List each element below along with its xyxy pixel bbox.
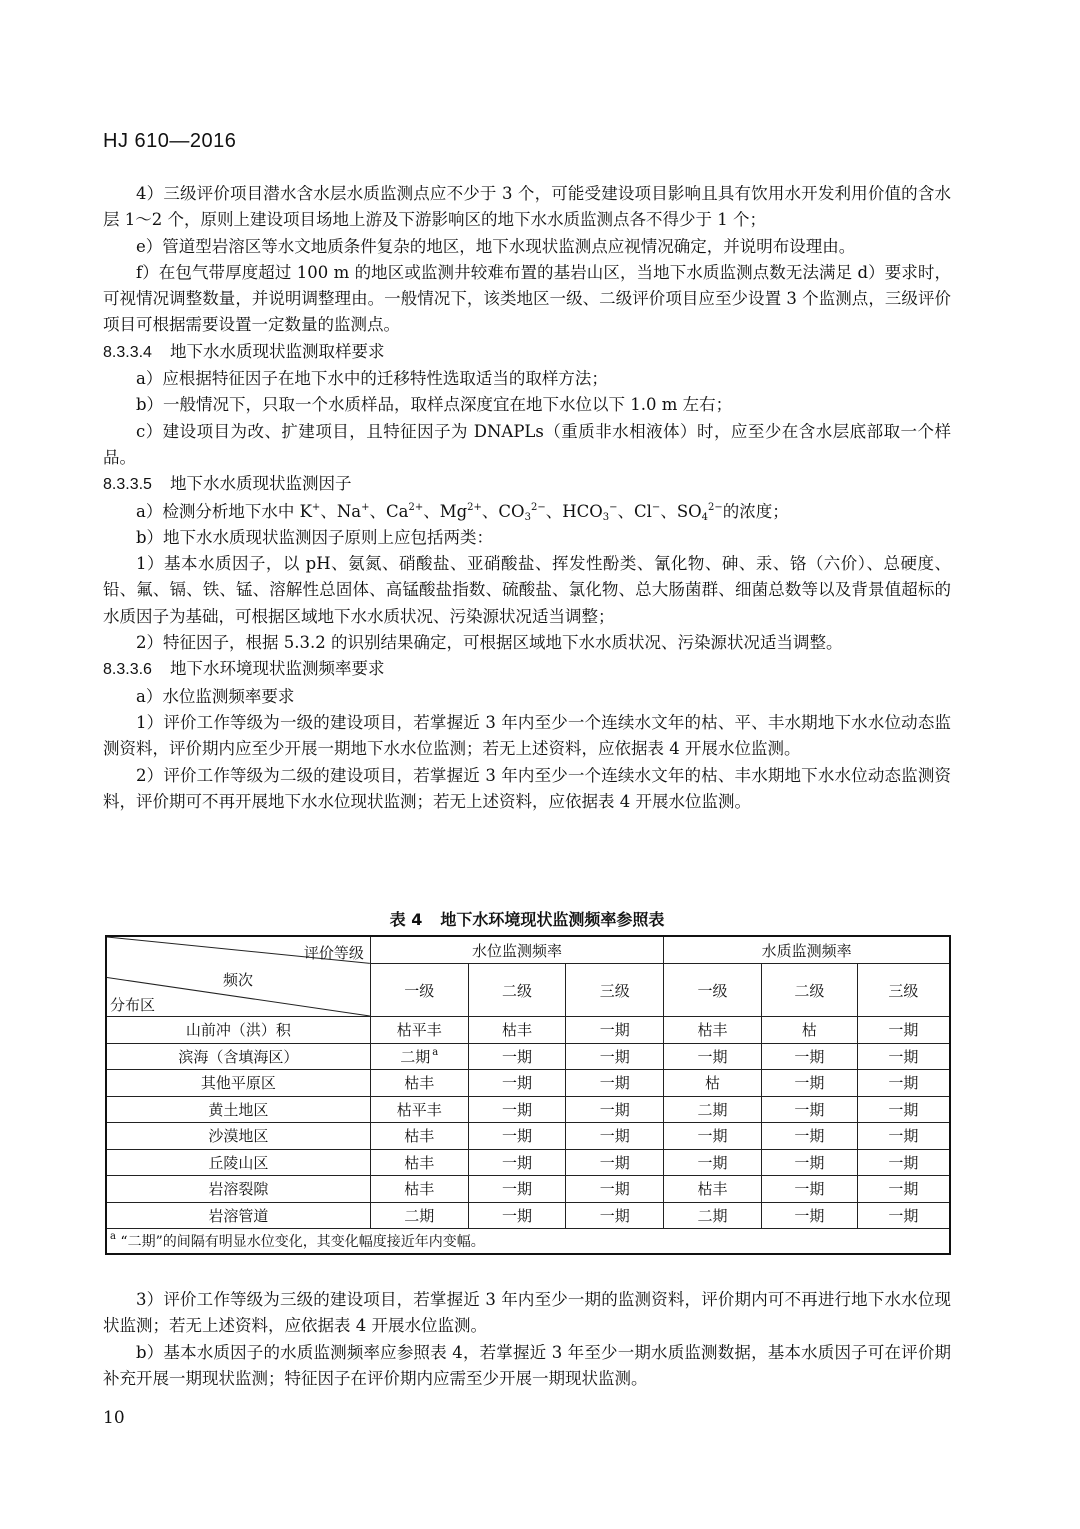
frequency-cell	[370, 1202, 468, 1229]
section-title: 地下水环境现状监测频率要求	[169, 659, 385, 679]
cell-value: 一期	[502, 1180, 533, 1199]
cell-value: 枯丰	[404, 1153, 435, 1172]
subheader-cell: 二级	[468, 964, 566, 1017]
frequency-cell	[370, 1123, 468, 1150]
table-row	[106, 1096, 950, 1123]
frequency-cell	[370, 1070, 468, 1097]
cell-value: 一期	[697, 1047, 728, 1066]
frequency-cell	[566, 1096, 664, 1123]
area-cell: 其他平原区	[106, 1070, 370, 1097]
section-number: 8.3.3.6	[103, 661, 152, 679]
frequency-cell	[566, 1149, 664, 1176]
paragraph: 1）评价工作等级为一级的建设项目，若掌握近 3 年内至少一个连续水文年的枯、平、丰水期地下水水位动态监测资料，评价期内应至少开展一期地下水水位监测；若无上述资料，应依据表 4 开展水位监测。	[103, 712, 951, 759]
section-heading-8334	[103, 339, 951, 366]
superscript: 2−	[530, 501, 546, 513]
frequency-cell	[761, 1123, 857, 1150]
paragraph: b）基本水质因子的水质监测频率应参照表 4，若掌握近 3 年至少一期水质监测数据，基本水质因子可在评价期补充开展一期现状监测；特征因子在评价期内应需至少开展一期现状监测。	[103, 1342, 951, 1388]
cell-value: 枯丰	[404, 1180, 435, 1199]
superscript: 2−	[708, 501, 723, 513]
text-run: 的浓度；	[722, 501, 789, 521]
cell-value: 一期	[888, 1180, 919, 1199]
area-cell: 滨海（含填海区）	[106, 1043, 370, 1070]
cell-value: 一期	[502, 1047, 533, 1066]
text-run: 、Na	[320, 501, 362, 521]
frequency-cell	[566, 1017, 664, 1044]
text-run: 、Mg	[423, 501, 468, 521]
cell-value: 一期	[794, 1180, 825, 1199]
subheader-cell: 一级	[370, 964, 468, 1017]
cell-value: 二期	[404, 1206, 435, 1225]
cell-value: 一期	[599, 1206, 630, 1225]
frequency-cell	[857, 1017, 950, 1044]
cell-value: 枯平丰	[396, 1021, 442, 1040]
paragraph: a）应根据特征因子在地下水中的迁移特性选取适当的取样方法；	[136, 369, 608, 389]
page-number: 10	[103, 1408, 125, 1428]
text-run: 、CO	[481, 501, 525, 521]
cell-value: 一期	[888, 1127, 919, 1146]
cell-value: 一期	[888, 1153, 919, 1172]
table-header-row	[106, 936, 950, 964]
frequency-cell	[566, 1123, 664, 1150]
cell-value: 一期	[888, 1206, 919, 1225]
cell-value: 枯	[801, 1021, 817, 1040]
cell-value: 一期	[502, 1153, 533, 1172]
paragraph: b）地下水水质现状监测因子原则上应包括两类：	[136, 527, 494, 547]
superscript: −	[651, 501, 661, 513]
cell-value: 一期	[888, 1074, 919, 1093]
paragraph: e）管道型岩溶区等水文地质条件复杂的地区，地下水现状监测点应视情况确定，并说明布设理由。	[136, 236, 856, 256]
table-row	[106, 1176, 950, 1203]
frequency-cell	[761, 1176, 857, 1203]
paragraph: 1）基本水质因子，以 pH、氨氮、硝酸盐、亚硝酸盐、挥发性酚类、氰化物、砷、汞、铬（六价）、总硬度、铅、氟、镉、铁、锰、溶解性总固体、高锰酸盐指数、硫酸盐、氯化物、总大肠菌群、细菌总数等以及背景值超标的水质因子为基础，可根据区域地下水水质状况、污染源状况适当调整；	[103, 554, 951, 626]
corner-label-area: 分布区	[110, 996, 156, 1014]
frequency-cell	[370, 1043, 468, 1070]
area-cell: 岩溶裂隙	[106, 1176, 370, 1203]
area-cell: 岩溶管道	[106, 1202, 370, 1229]
frequency-cell	[566, 1176, 664, 1203]
corner-label-grade: 评价等级	[303, 944, 364, 962]
frequency-cell	[857, 1149, 950, 1176]
cell-value: 一期	[599, 1153, 630, 1172]
frequency-cell	[566, 1070, 664, 1097]
paragraph: 2）特征因子，根据 5.3.2 的识别结果确定，可根据区域地下水水质状况、污染源状况适当调整。	[136, 633, 843, 653]
cell-value: 枯丰	[404, 1074, 435, 1093]
cell-value: 枯平丰	[396, 1100, 442, 1119]
frequency-cell	[370, 1096, 468, 1123]
cell-value: 枯丰	[404, 1127, 435, 1146]
cell-value: 一期	[502, 1100, 533, 1119]
table-body	[106, 1017, 950, 1229]
ions-paragraph	[103, 499, 951, 525]
subheader-cell: 一级	[664, 964, 762, 1017]
cell-value: 一期	[888, 1021, 919, 1040]
table-number: 表 4	[389, 910, 423, 929]
standard-header: HJ 610—2016	[103, 130, 237, 152]
subscript: 3	[524, 511, 531, 523]
cell-value: 枯丰	[502, 1021, 533, 1040]
table-row	[106, 1149, 950, 1176]
frequency-cell	[761, 1043, 857, 1070]
frequency-cell	[566, 1202, 664, 1229]
cell-value: 一期	[599, 1021, 630, 1040]
cell-value: 二期	[697, 1206, 728, 1225]
cell-value: 二期	[697, 1100, 728, 1119]
cell-value: 枯	[705, 1074, 721, 1093]
body-text-lower	[103, 1287, 951, 1392]
superscript: 2+	[467, 501, 482, 513]
paragraph: b）一般情况下，只取一个水质样品，取样点深度宜在地下水位以下 1.0 m 左右；	[136, 395, 733, 415]
table-footnote	[106, 1229, 950, 1255]
group-header-water-quality: 水质监测频率	[664, 936, 950, 964]
frequency-cell	[664, 1070, 762, 1097]
table-row	[106, 1202, 950, 1229]
frequency-cell	[370, 1149, 468, 1176]
cell-value: 一期	[794, 1100, 825, 1119]
cell-value: 一期	[599, 1100, 630, 1119]
frequency-cell	[468, 1096, 566, 1123]
paragraph: 2）评价工作等级为二级的建设项目，若掌握近 3 年内至少一个连续水文年的枯、丰水期地下水水位动态监测资料，评价期可不再开展地下水水位现状监测；若无上述资料，应依据表 4 开展水位监测。	[103, 765, 951, 811]
cell-value: 枯丰	[697, 1021, 728, 1040]
area-cell: 丘陵山区	[106, 1149, 370, 1176]
frequency-cell	[664, 1123, 762, 1150]
footnote-ref: a	[432, 1046, 439, 1058]
cell-value: 一期	[599, 1074, 630, 1093]
area-cell: 沙漠地区	[106, 1123, 370, 1150]
frequency-cell	[468, 1202, 566, 1229]
footnote-mark: a	[110, 1231, 116, 1242]
text-run: a）检测分析地下水中 K	[136, 501, 312, 521]
corner-header-cell	[106, 936, 370, 1017]
group-header-water-level: 水位监测频率	[370, 936, 663, 964]
cell-value: 一期	[599, 1127, 630, 1146]
cell-value: 枯丰	[697, 1180, 728, 1199]
cell-value: 一期	[599, 1047, 630, 1066]
cell-value: 一期	[697, 1127, 728, 1146]
superscript: 2+	[408, 501, 424, 513]
corner-label-frequency: 频次	[223, 971, 254, 989]
text-run: 、HCO	[545, 501, 603, 521]
text-run: 、SO	[660, 501, 702, 521]
cell-value: 一期	[794, 1127, 825, 1146]
section-title: 地下水水质现状监测因子	[169, 474, 352, 494]
cell-value: 一期	[697, 1153, 728, 1172]
cell-value: 一期	[794, 1206, 825, 1225]
frequency-cell	[761, 1202, 857, 1229]
section-heading-8336	[103, 656, 951, 683]
frequency-cell	[566, 1043, 664, 1070]
frequency-cell	[857, 1123, 950, 1150]
cell-value: 一期	[502, 1074, 533, 1093]
subheader-cell: 三级	[566, 964, 664, 1017]
frequency-cell	[468, 1123, 566, 1150]
frequency-cell	[370, 1017, 468, 1044]
cell-value: 一期	[502, 1127, 533, 1146]
table-row	[106, 1017, 950, 1044]
footnote-text: “二期”的间隔有明显水位变化，其变化幅度接近年内变幅。	[120, 1234, 485, 1250]
cell-value: 一期	[888, 1100, 919, 1119]
text-run: 、Cl	[617, 501, 652, 521]
frequency-cell	[761, 1149, 857, 1176]
frequency-cell	[761, 1096, 857, 1123]
cell-value: 二期	[400, 1047, 431, 1066]
frequency-cell	[857, 1043, 950, 1070]
subheader-cell: 三级	[857, 964, 950, 1017]
table-row	[106, 1043, 950, 1070]
frequency-cell	[857, 1202, 950, 1229]
frequency-cell	[857, 1176, 950, 1203]
paragraph: 4）三级评价项目潜水含水层水质监测点应不少于 3 个，可能受建设项目影响且具有饮用水开发利用价值的含水层 1～2 个，原则上建设项目场地上游及下游影响区的地下水水质监测点各不得少于 1 个；	[103, 184, 951, 230]
body-text-upper	[103, 181, 951, 815]
frequency-cell	[370, 1176, 468, 1203]
section-title: 地下水水质现状监测取样要求	[169, 341, 385, 361]
frequency-cell	[468, 1043, 566, 1070]
paragraph: c）建设项目为改、扩建项目，且特征因子为 DNAPLs（重质非水相液体）时，应至少在含水层底部取一个样品。	[103, 421, 951, 467]
table-title	[103, 907, 951, 930]
frequency-cell	[468, 1070, 566, 1097]
frequency-cell	[468, 1017, 566, 1044]
paragraph: 3）评价工作等级为三级的建设项目，若掌握近 3 年内至少一期的监测资料，评价期内可不再进行地下水水位现状监测；若无上述资料，应依据表 4 开展水位监测。	[103, 1290, 951, 1336]
frequency-cell	[664, 1017, 762, 1044]
table-row	[106, 1070, 950, 1097]
frequency-cell	[664, 1149, 762, 1176]
area-cell: 黄土地区	[106, 1096, 370, 1123]
frequency-cell	[857, 1096, 950, 1123]
paragraph: f）在包气带厚度超过 100 m 的地区或监测井较难布置的基岩山区，当地下水质监测点数无法满足 d）要求时，可视情况调整数量，并说明调整理由。一般情况下，该类地区一级、二级评价项目应至少设置 3 个监测点，三级评价项目可根据需要设置一定数量的监测点。	[103, 262, 951, 335]
subscript: 4	[701, 511, 709, 523]
frequency-cell	[468, 1176, 566, 1203]
table-row	[106, 1123, 950, 1150]
table-footnote-row	[106, 1229, 950, 1255]
cell-value: 一期	[794, 1047, 825, 1066]
frequency-cell	[761, 1017, 857, 1044]
frequency-cell	[664, 1096, 762, 1123]
superscript: +	[311, 501, 321, 513]
area-cell: 山前冲（洪）积	[106, 1017, 370, 1044]
paragraph: a）水位监测频率要求	[136, 686, 295, 706]
frequency-cell	[664, 1202, 762, 1229]
frequency-cell	[468, 1149, 566, 1176]
superscript: +	[361, 501, 370, 513]
monitoring-frequency-table	[105, 935, 951, 1255]
cell-value: 一期	[888, 1047, 919, 1066]
superscript: −	[609, 501, 618, 513]
cell-value: 一期	[794, 1074, 825, 1093]
frequency-cell	[857, 1070, 950, 1097]
section-heading-8335	[103, 471, 951, 498]
subscript: 3	[602, 511, 610, 523]
subheader-cell: 二级	[761, 964, 857, 1017]
frequency-cell	[761, 1070, 857, 1097]
cell-value: 一期	[502, 1206, 533, 1225]
table-caption: 地下水环境现状监测频率参照表	[440, 910, 665, 929]
cell-value: 一期	[599, 1180, 630, 1199]
frequency-cell	[664, 1043, 762, 1070]
cell-value: 一期	[794, 1153, 825, 1172]
section-number: 8.3.3.5	[103, 476, 152, 494]
frequency-cell	[664, 1176, 762, 1203]
text-run: 、Ca	[369, 501, 409, 521]
section-number: 8.3.3.4	[103, 343, 152, 361]
